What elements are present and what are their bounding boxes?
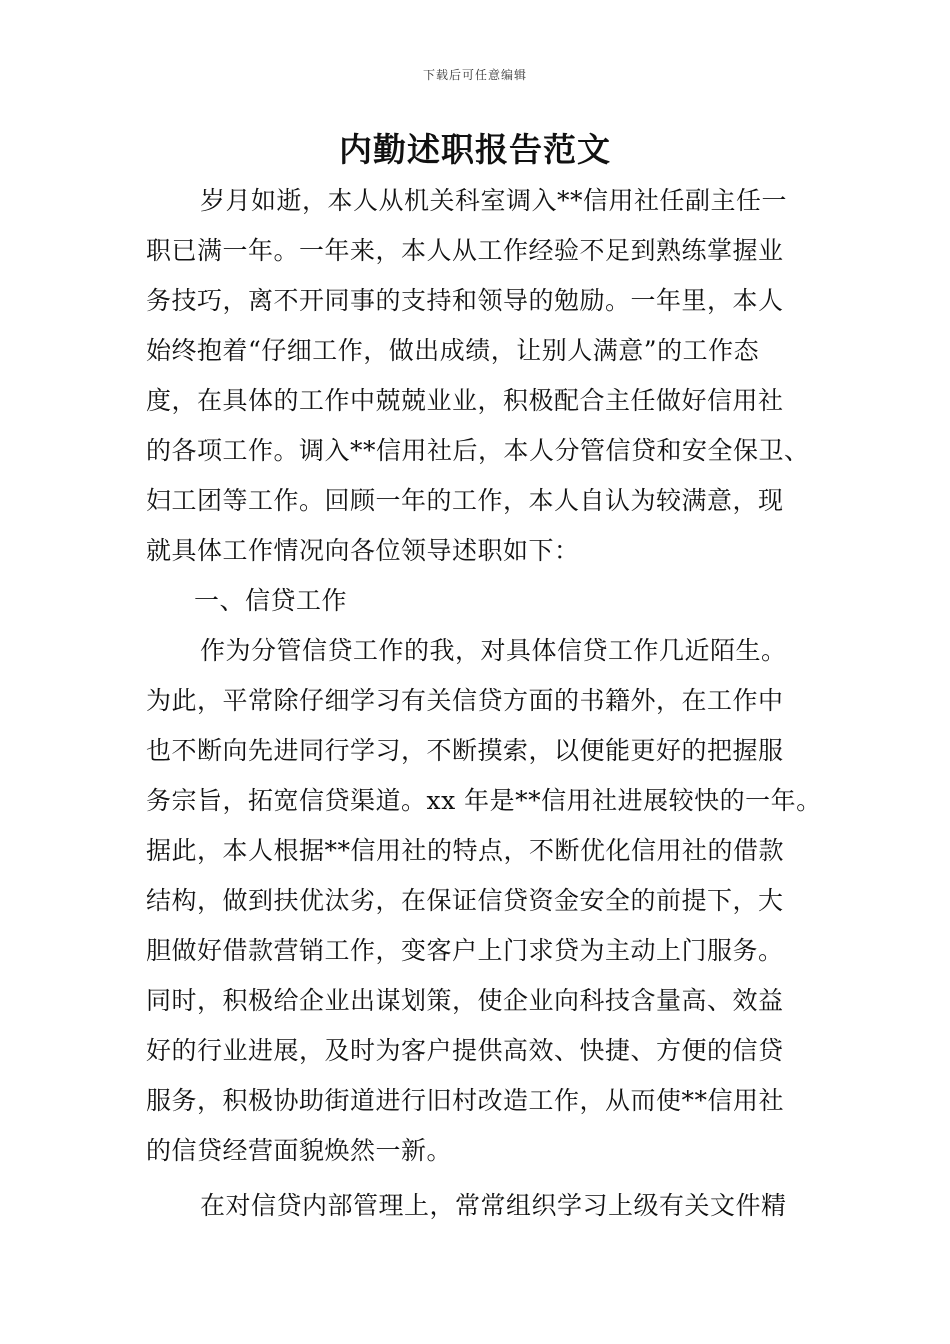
section-heading: 一、信贷工作 [194,586,348,615]
paragraph-line: 务技巧，离不开同事的支持和领导的勉励。一年里，本人 [146,286,784,315]
paragraph-line: 职已满一年。一年来，本人从工作经验不足到熟练掌握业 [146,236,784,265]
document-title: 内勤述职报告范文 [339,130,611,169]
paragraph-line: 据此，本人根据**信用社的特点，不断优化信用社的借款 [146,836,785,865]
paragraph-line: 作为分管信贷工作的我，对具体信贷工作几近陌生。 [200,636,787,665]
paragraph-line: 的信贷经营面貌焕然一新。 [146,1136,453,1165]
paragraph-line: 在对信贷内部管理上，常常组织学习上级有关文件精 [200,1191,787,1220]
paragraph-line: 也不断向先进同行学习，不断摸索，以便能更好的把握服 [146,736,784,765]
paragraph-line: 胆做好借款营销工作，变客户上门求贷为主动上门服务。 [146,936,784,965]
paragraph-line: 始终抱着“仔细工作，做出成绩，让别人满意”的工作态 [146,336,760,365]
paragraph-line: 度，在具体的工作中兢兢业业，积极配合主任做好信用社 [146,386,784,415]
paragraph-line: 同时，积极给企业出谋划策，使企业向科技含量高、效益 [146,986,784,1015]
header-note: 下载后可任意编辑 [422,68,527,82]
paragraph-line: 岁月如逝，本人从机关科室调入**信用社任副主任一 [200,186,788,215]
paragraph-line: 服务，积极协助街道进行旧村改造工作，从而使**信用社 [146,1086,785,1115]
paragraph-line: 结构，做到扶优汰劣，在保证信贷资金安全的前提下，大 [146,886,784,915]
document-body [146,176,822,1231]
paragraph-line: 好的行业进展，及时为客户提供高效、快捷、方便的信贷 [146,1036,784,1065]
paragraph-line: 就具体工作情况向各位领导述职如下： [146,536,580,565]
paragraph-line: 为此，平常除仔细学习有关信贷方面的书籍外，在工作中 [146,686,784,715]
paragraph-line: 的各项工作。调入**信用社后，本人分管信贷和安全保卫、 [146,436,810,465]
paragraph-line: 务宗旨，拓宽信贷渠道。xx 年是**信用社进展较快的一年。 [146,786,822,815]
paragraph-line: 妇工团等工作。回顾一年的工作，本人自认为较满意，现 [146,486,784,515]
